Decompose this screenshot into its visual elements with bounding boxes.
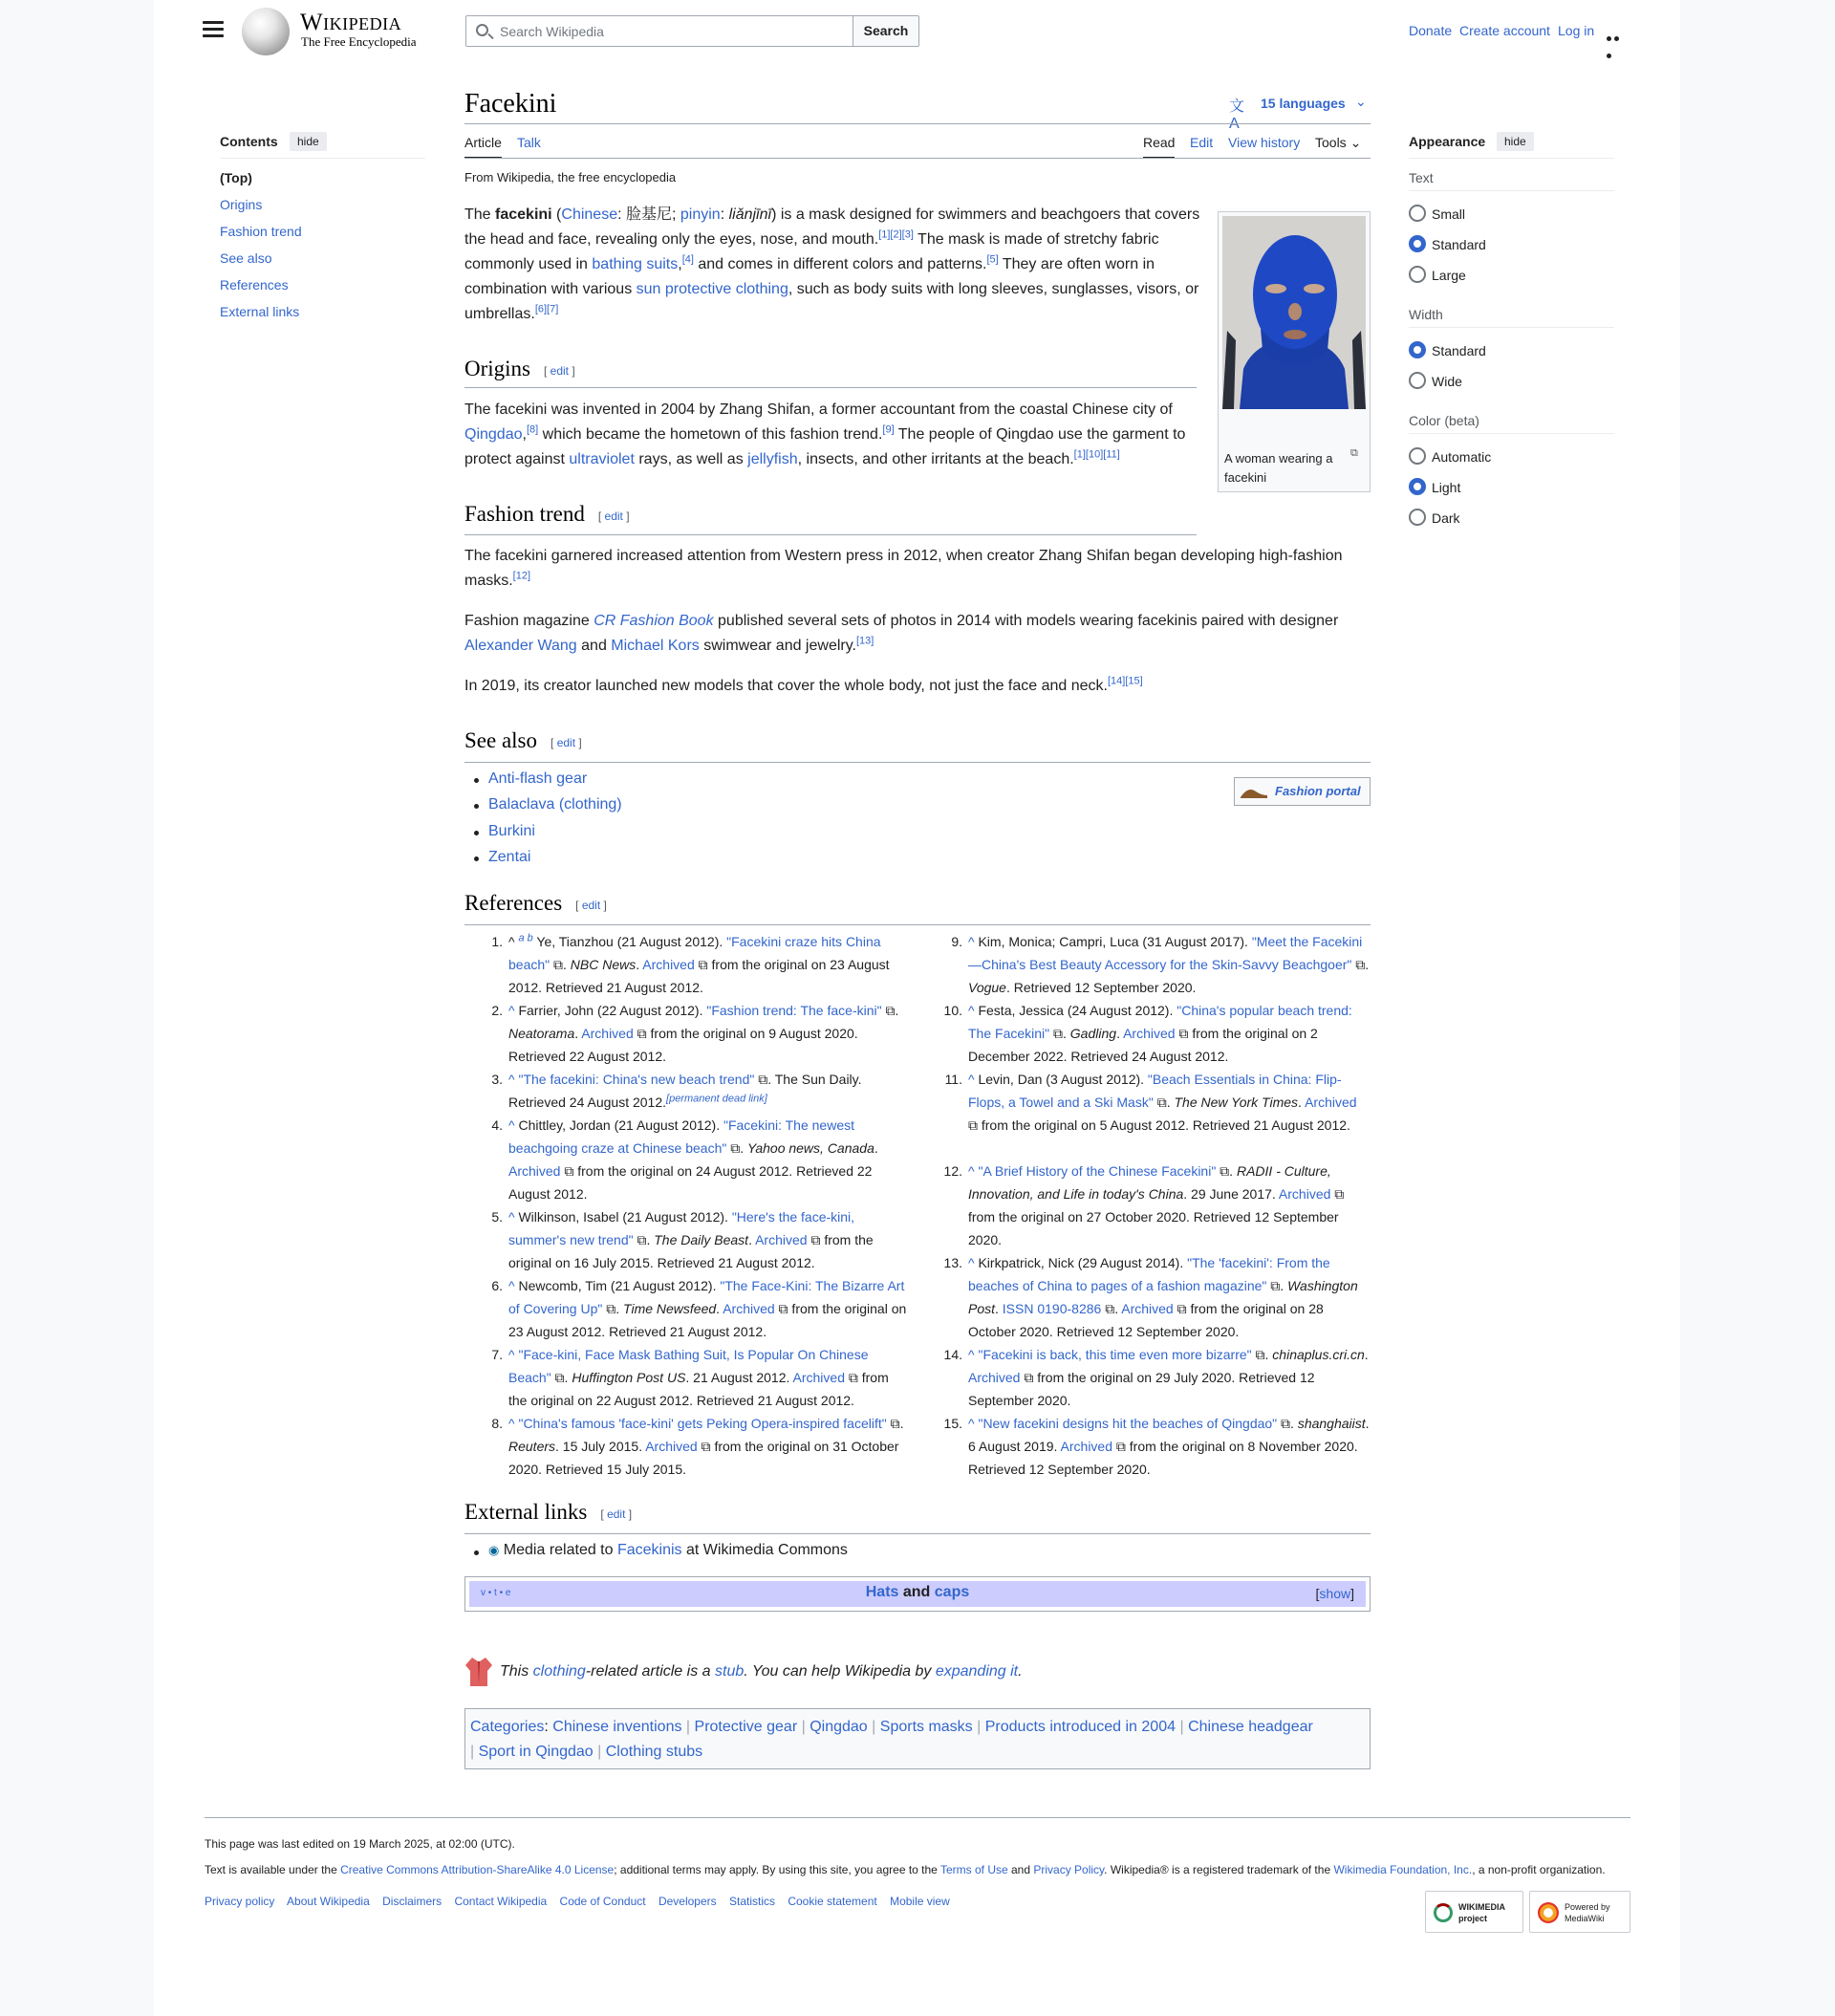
license-notice: Text is available under the Creative Commons Attribution-ShareAlike 4.0 License; additional terms may apply. By using this site, you agree to the Terms of Use and Privacy Policy. Wikipedia® is a registered trademark of the Wikimedia Foundation, Inc., a non-profit organization. [205,1863,1606,1876]
see-also-item[interactable]: Zentai [488,849,531,865]
page-tagline: From Wikipedia, the free encyclopedia [464,170,677,184]
toc-item-top[interactable]: (Top) [220,170,252,185]
tab-read[interactable]: Read [1143,135,1175,159]
tab-article[interactable]: Article [464,135,502,159]
category-link[interactable]: Chinese inventions [552,1719,682,1735]
origins-paragraph: The facekini was invented in 2004 by Zhang Shifan, a former accountant from the coastal Chinese city of Qingdao,[8] which became the hometown of this fashion trend.[9] The people of Qingdao use the garment to protect against ultraviolet rays, as well as jellyfish, insects, and other irritants at the beach.[1][10][11] [464,401,1186,467]
tab-view-history[interactable]: View history [1228,135,1301,150]
intro-paragraph: The facekini (Chinese: 脸基尼; pinyin: liǎnjīnī) is a mask designed for swimmers and beachgoers that covers the head and face, revealing only the eyes, nose, and mouth.[1][2][3] The mask is made of stretchy fabric commonly used in bathing suits,[4] and comes in different colors and patterns.[5] They are often worn in combination with various sun protective clothing, such as body suits with long sleeves, sunglasses, visors, or umbrellas.[6][7] [464,206,1200,322]
enlarge-icon[interactable]: ⧉ [1350,447,1358,459]
width-standard-radio[interactable] [1409,341,1426,358]
footer-link[interactable]: Privacy policy [205,1895,275,1908]
heading-external-links: External links [ edit ] [464,1500,633,1524]
navbox-show-button[interactable]: [show] [1315,1586,1354,1601]
footer-link[interactable]: Mobile view [890,1895,950,1908]
navbox-title: Hats and caps [865,1584,970,1600]
text-small-radio[interactable] [1409,205,1426,222]
more-options-icon[interactable] [1607,29,1628,33]
footer-link[interactable]: Statistics [728,1895,775,1908]
edit-fashion-link[interactable]: edit [604,509,623,523]
category-link[interactable]: Clothing stubs [605,1744,703,1760]
toc-item-see-also[interactable]: See also [220,250,272,266]
donate-link[interactable]: Donate [1409,23,1453,38]
search-input[interactable] [465,15,853,47]
navbox-hats-and-caps [464,1576,1371,1612]
heading-origins: Origins [ edit ] [464,357,575,380]
text-large-radio[interactable] [1409,266,1426,283]
tab-edit[interactable]: Edit [1190,135,1214,150]
footer-link[interactable]: Developers [658,1895,717,1908]
toc-item-origins[interactable]: Origins [220,197,263,212]
chevron-down-icon: ⌄ [1349,135,1362,150]
text-size-label: Text [1409,170,1434,185]
facekini-photo[interactable] [1222,216,1366,409]
toc-hide-button[interactable]: hide [290,132,327,151]
fashion-paragraph-3: In 2019, its creator launched new models that cover the whole body, not just the face and neck.[14][15] [464,675,1143,694]
navbox-vte[interactable]: v • t • e [481,1588,511,1598]
commons-icon: ◉ [488,1543,500,1557]
see-also-item[interactable]: Anti-flash gear [488,770,588,787]
tab-tools[interactable]: Tools ⌄ [1315,135,1362,150]
category-link[interactable]: Products introduced in 2004 [984,1719,1176,1735]
wikimedia-project-badge[interactable]: WIKIMEDIA project [1425,1891,1523,1933]
appearance-title: Appearance [1409,134,1486,149]
commons-link-item: ◉ Media related to Facekinis at Wikimedia Commons [488,1542,848,1558]
infobox-caption: A woman wearing a facekini [1224,451,1333,485]
create-account-link[interactable]: Create account [1459,23,1550,38]
footer-links [205,1895,950,1908]
width-label: Width [1409,307,1443,322]
toc-item-external-links[interactable]: External links [220,304,300,319]
fashion-portal-link[interactable]: Fashion portal [1234,777,1371,806]
footer-link[interactable]: Cookie statement [788,1895,877,1908]
wikipedia-wordmark[interactable]: Wikipedia [300,10,402,35]
see-also-item[interactable]: Burkini [488,823,535,839]
category-link[interactable]: Sports masks [879,1719,973,1735]
search-placeholder: Search Wikipedia [500,24,604,39]
edit-external-links-link[interactable]: edit [607,1507,626,1521]
clothing-stub-icon [464,1656,493,1688]
appearance-hide-button[interactable]: hide [1497,132,1534,151]
search-icon [476,24,488,36]
footer-link[interactable]: Disclaimers [382,1895,443,1908]
tab-talk[interactable]: Talk [517,135,541,150]
category-link[interactable]: Sport in Qingdao [478,1744,594,1760]
toc-item-fashion-trend[interactable]: Fashion trend [220,224,302,239]
chevron-down-icon: ⌄ [1355,94,1367,109]
fashion-paragraph-2: Fashion magazine CR Fashion Book published several sets of photos in 2014 with models wearing facekinis paired with designer Alexander Wang and Michael Kors swimwear and jewelry.[13] [464,613,1339,654]
log-in-link[interactable]: Log in [1558,23,1595,38]
text-standard-radio[interactable] [1409,235,1426,252]
wikipedia-tagline: The Free Encyclopedia [301,34,417,49]
wikimedia-logo-icon [1434,1903,1453,1922]
fashion-paragraph-1: The facekini garnered increased attention from Western press in 2012, when creator Zhang Shifan began developing high-fashion masks.[12] [464,548,1343,589]
main-menu-icon[interactable] [203,21,224,38]
text-standard-label: Standard [1432,237,1486,252]
edit-references-link[interactable]: edit [581,898,601,912]
search-button[interactable]: Search [853,15,919,47]
last-edited-notice: This page was last edited on 19 March 2025, at 02:00 (UTC). [205,1837,515,1851]
edit-origins-link[interactable]: edit [550,363,570,378]
footer-link[interactable]: Contact Wikipedia [454,1895,548,1908]
width-wide-label: Wide [1432,374,1462,389]
color-automatic-radio[interactable] [1409,447,1426,465]
heading-see-also: See also [ edit ] [464,728,582,752]
translate-icon: 文A [1229,98,1245,132]
categories-label[interactable]: Categories [470,1719,545,1735]
color-dark-label: Dark [1432,510,1460,526]
toc-title: Contents [220,134,278,149]
infobox-thumbnail [1218,211,1371,492]
page-title: Facekini [464,89,557,119]
category-link[interactable]: Qingdao [810,1719,868,1735]
mediawiki-logo-icon [1538,1902,1559,1923]
edit-see-also-link[interactable]: edit [556,735,576,749]
toc-item-references[interactable]: References [220,277,289,293]
commons-facekinis-link[interactable]: Facekinis [616,1542,682,1558]
portal-icon [1239,782,1269,801]
wikipedia-globe-logo[interactable] [242,8,290,55]
see-also-item[interactable]: Balaclava (clothing) [488,796,622,813]
width-standard-label: Standard [1432,343,1486,358]
width-wide-radio[interactable] [1409,372,1426,389]
color-light-label: Light [1432,480,1461,495]
category-link[interactable]: Protective gear [694,1719,798,1735]
color-light-radio[interactable] [1409,478,1426,495]
heading-fashion-trend: Fashion trend [ edit ] [464,502,630,526]
powered-by-mediawiki-badge[interactable]: Powered by MediaWiki [1529,1891,1630,1933]
category-link[interactable]: Chinese headgear [1188,1719,1313,1735]
color-automatic-label: Automatic [1432,449,1492,465]
heading-references: References [ edit ] [464,891,607,915]
categories-box: Categories: Chinese inventions | Protective gear | Qingdao | Sports masks | Products introduced in 2004 | Chinese headgear | Sport in Qingdao | Clothing stubs [464,1708,1371,1769]
footer-link[interactable]: Code of Conduct [559,1895,646,1908]
text-large-label: Large [1432,268,1466,283]
footer-link[interactable]: About Wikipedia [287,1895,370,1908]
color-label: Color (beta) [1409,413,1479,428]
color-dark-radio[interactable] [1409,509,1426,526]
text-small-label: Small [1432,206,1466,222]
